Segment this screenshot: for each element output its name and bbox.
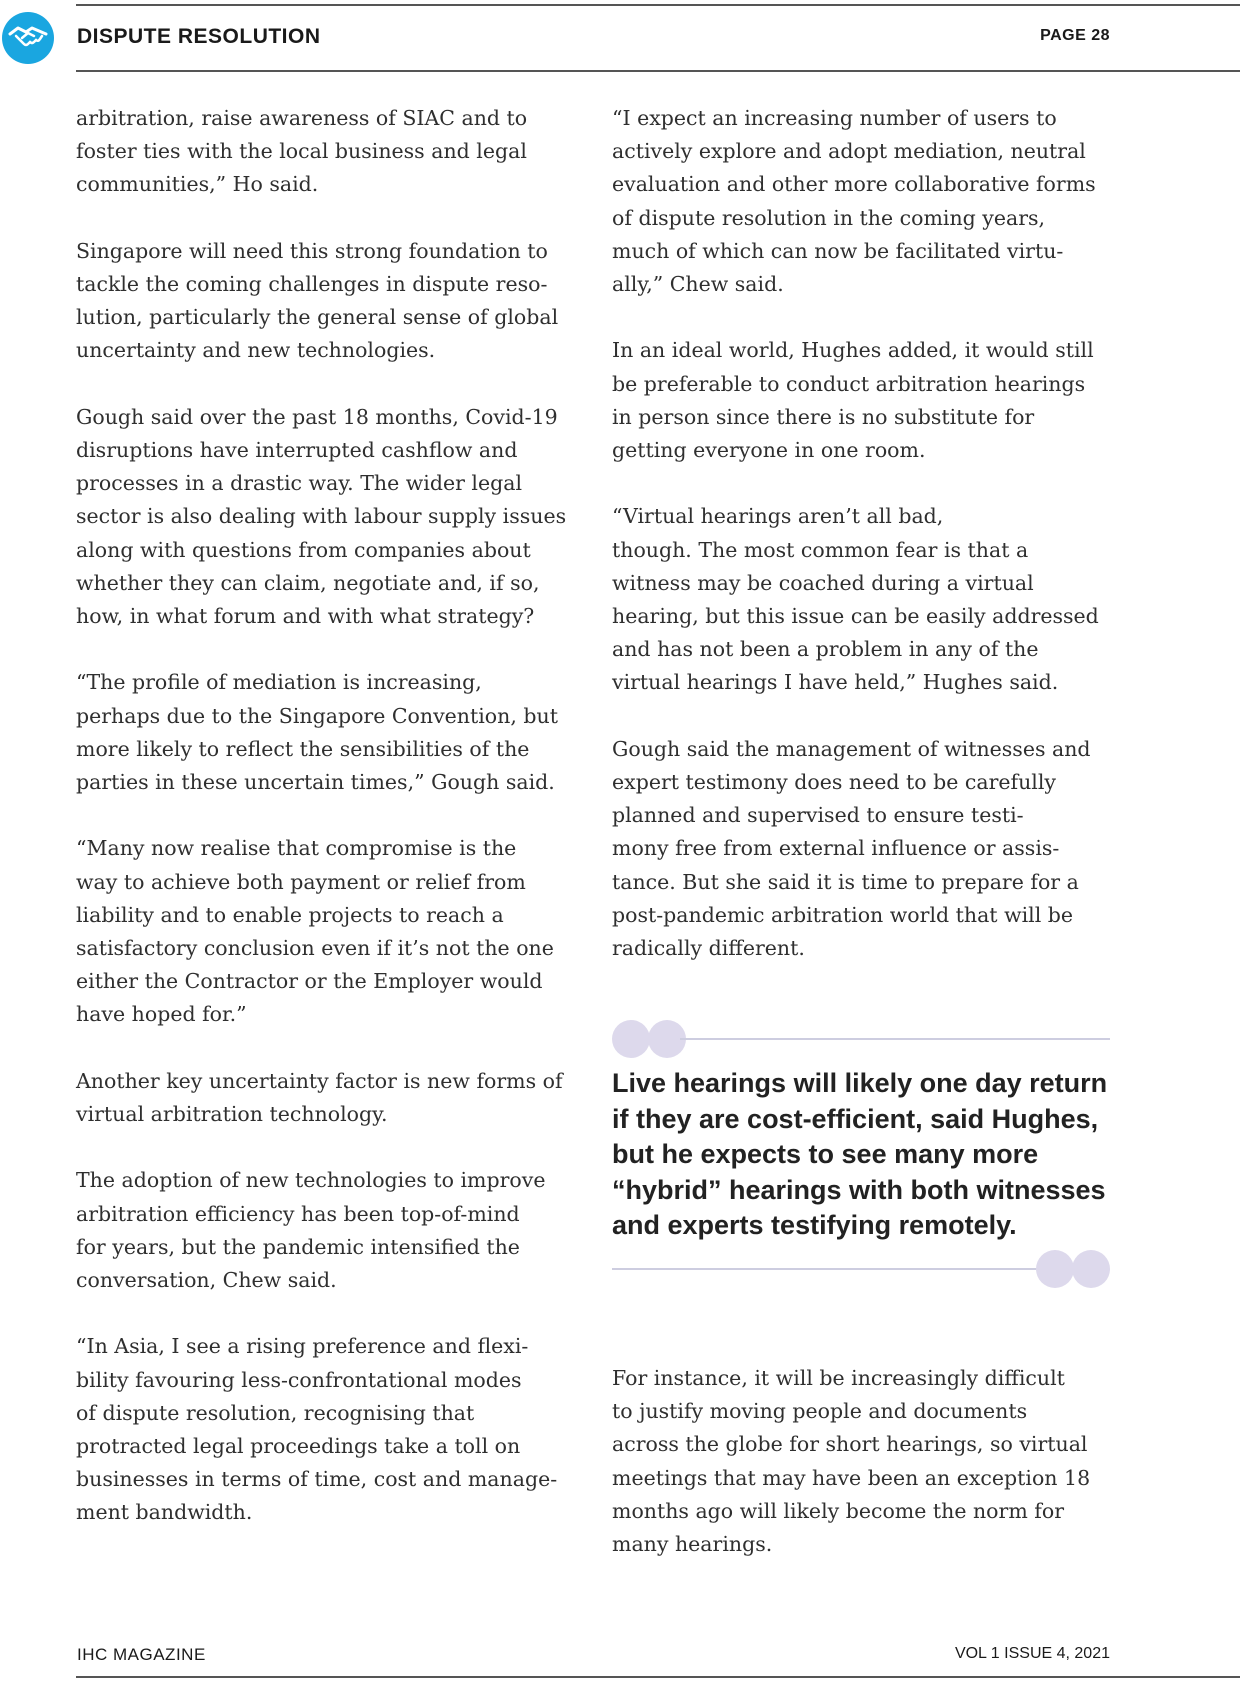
paragraph: Another key uncertainty factor is new forms of virtual arbitration technology. <box>76 1068 563 1127</box>
paragraph: The adoption of new technologies to improve arbitration efficiency has been top-of-mind for years, but the pandemic intensified the conversation, Chew said. <box>76 1168 546 1293</box>
paragraph: “I expect an increasing number of users to actively explore and adopt mediation, neutral evaluation and other more collaborative forms of dispute resolution in the coming years, much of which can now be facilitated virtu- ally,” Chew said. <box>612 106 1096 297</box>
header-top-rule <box>76 4 1240 6</box>
quote-bottom-line <box>612 1268 1042 1270</box>
paragraph: Gough said the management of witnesses and expert testimony does need to be carefully planned and supervised to ensure testi- mony free from external influence or assis- tance. But she said it is time to prepare for a post-pandemic arbitration world that will be radically different. <box>612 736 1091 961</box>
paragraph: “Virtual hearings aren’t all bad, though. The most common fear is that a witness may be coached during a virtual hearing, but this issue can be easily addressed and has not been a problem in any of the virtual hearings I have held,” Hughes said. <box>612 504 1099 695</box>
quote-close-dot <box>1036 1250 1074 1288</box>
paragraph: Gough said over the past 18 months, Covid-19 disruptions have interrupted cashflow and processes in a drastic way. The wider legal sector is also dealing with labour supply issues along with questions from companies about whether they can claim, negotiate and, if so, how, in what forum and with what strategy? <box>76 404 567 629</box>
quote-open-dot <box>612 1020 650 1058</box>
right-column-bottom <box>612 1362 1132 1594</box>
paragraph: In an ideal world, Hughes added, it would still be preferable to conduct arbitration hearings in person since there is no substitute for getting everyone in one room. <box>612 338 1094 463</box>
paragraph: “The profile of mediation is increasing, perhaps due to the Singapore Convention, but more likely to reflect the sensibilities of the parties in these uncertain times,” Gough said. <box>76 670 558 795</box>
section-title: DISPUTE RESOLUTION <box>77 25 321 48</box>
footer-rule <box>76 1676 1240 1678</box>
header-bottom-rule <box>76 70 1240 72</box>
handshake-icon <box>2 12 54 64</box>
quote-close-dot <box>1072 1250 1110 1288</box>
quote-top-line <box>680 1038 1110 1040</box>
magazine-name: IHC MAGAZINE <box>77 1645 206 1664</box>
left-column <box>76 102 596 1563</box>
page-number: PAGE 28 <box>1040 27 1110 44</box>
right-column-top <box>612 102 1132 998</box>
paragraph: Singapore will need this strong foundation to tackle the coming challenges in dispute reso- lution, particularly the general sense of global uncertainty and new technologies. <box>76 238 559 363</box>
pull-quote: Live hearings will likely one day return if they are cost-efficient, said Hughes, but he expects to see many more “hybrid” hearings with both witnesses and experts testifying remotely. <box>612 1068 1108 1240</box>
paragraph: “Many now realise that compromise is the way to achieve both payment or relief from liability and to enable projects to reach a satisfactory conclusion even if it’s not the one either the Contractor or the Employer would have hoped for.” <box>76 836 554 1027</box>
issue-info: VOL 1 ISSUE 4, 2021 <box>954 1645 1110 1662</box>
paragraph: arbitration, raise awareness of SIAC and to foster ties with the local business and legal communities,” Ho said. <box>76 106 528 197</box>
paragraph: For instance, it will be increasingly difficult to justify moving people and documents across the globe for short hearings, so virtual meetings that may have been an exception 18 months ago will likely become the norm for many hearings. <box>612 1366 1091 1557</box>
paragraph: “In Asia, I see a rising preference and flexi- bility favouring less-confrontational modes of dispute resolution, recognising that protracted legal proceedings take a toll on businesses in terms of time, cost and manage- ment bandwidth. <box>76 1334 558 1525</box>
